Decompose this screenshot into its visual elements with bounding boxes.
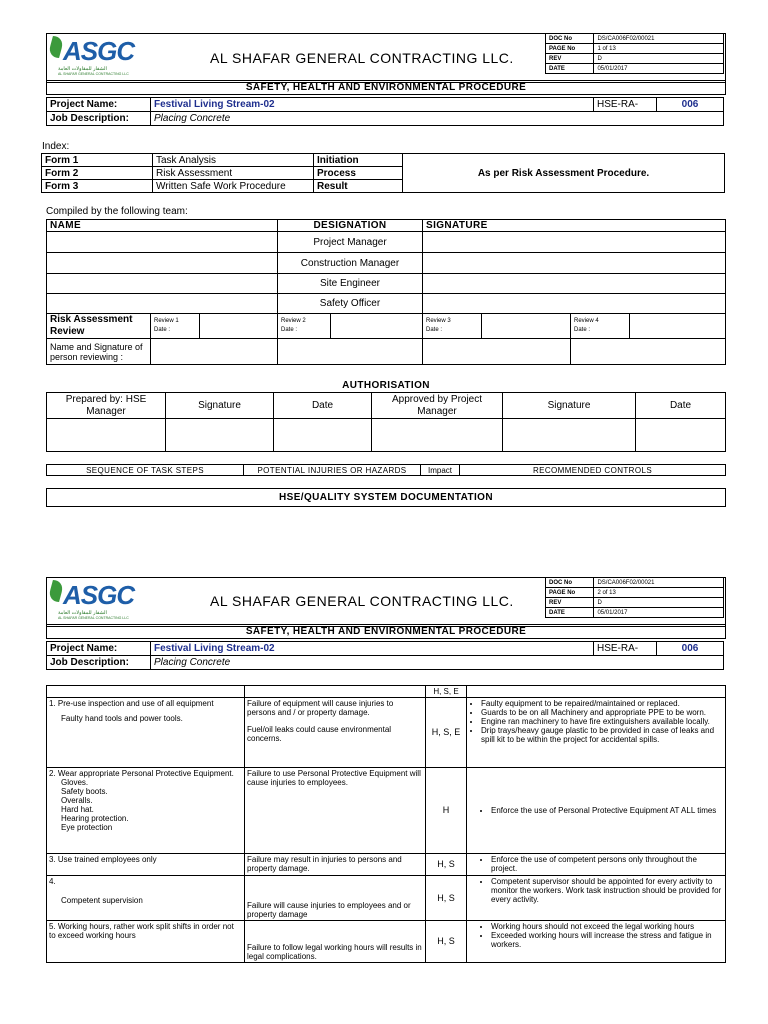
signature-label: Signature	[503, 393, 636, 419]
controls-list	[469, 806, 723, 815]
job-description-label: Job Description:	[47, 656, 151, 670]
risk-review-label: Risk Assessment Review	[47, 314, 151, 339]
company-logo	[50, 36, 150, 78]
meta-key: PAGE No	[546, 44, 594, 54]
date-label: Date :	[574, 327, 591, 333]
review-1	[151, 314, 200, 339]
meta-key: REV	[546, 54, 594, 64]
form-stage: Process	[314, 167, 403, 180]
designation-cell: Safety Officer	[278, 294, 423, 314]
step-text: Competent supervision	[61, 896, 143, 905]
signature-field[interactable]	[423, 253, 726, 274]
impact-header: Impact	[421, 465, 460, 476]
meta-key: DATE	[546, 64, 594, 74]
meta-key: DATE	[546, 608, 594, 618]
signature-header: SIGNATURE	[423, 220, 726, 232]
date-label: Date :	[154, 327, 171, 333]
review-3	[423, 314, 482, 339]
table-row	[47, 854, 726, 876]
project-name-label: Project Name:	[47, 642, 151, 656]
step-text: 3. Use trained employees only	[47, 854, 245, 876]
controls-list	[469, 877, 723, 904]
list-item: • Working hours should not exceed the legal working hours	[491, 922, 723, 931]
impact-cell: H, S	[426, 876, 467, 921]
step-item: Gloves.	[61, 778, 89, 787]
designation-cell: Project Manager	[278, 232, 423, 253]
step-text: 5. Working hours, rather work split shifts in order not to exceed working hours	[47, 921, 245, 963]
step-text: 4.	[49, 877, 56, 886]
approved-by-field[interactable]	[372, 419, 503, 452]
company-name: AL SHAFAR GENERAL CONTRACTING LLC.	[210, 593, 514, 609]
meta-key: DOC No	[546, 578, 594, 588]
designation-cell: Construction Manager	[278, 253, 423, 274]
job-description-value: Placing Concrete	[151, 656, 724, 670]
form-name: Risk Assessment	[153, 167, 314, 180]
step-text: 2. Wear appropriate Personal Protective Equipment.	[49, 769, 234, 778]
meta-value: D	[594, 54, 724, 64]
review-signature-field[interactable]	[571, 339, 726, 365]
review-4	[571, 314, 630, 339]
prepared-by-field[interactable]	[47, 419, 166, 452]
table-row	[47, 876, 726, 921]
meta-key: PAGE No	[546, 588, 594, 598]
hazard-text: Failure will cause injuries to employees and or property damage	[245, 876, 426, 921]
index-table	[41, 153, 725, 193]
meta-key: DOC No	[546, 34, 594, 44]
table-row	[47, 768, 726, 854]
team-label: Compiled by the following team:	[46, 206, 188, 217]
step-item: Hard hat.	[61, 805, 94, 814]
procedure-title: SAFETY, HEALTH AND ENVIRONMENTAL PROCEDURE	[46, 80, 726, 95]
list-item: • Guards to be on all Machinery and appropriate PPE to be worn.	[481, 708, 723, 717]
project-name-value: Festival Living Stream-02	[151, 642, 594, 656]
list-item: • Competent supervisor should be appointed for every activity to monitor the workers. Work task instruction should be provided for every activity.	[491, 877, 723, 904]
impact-cell: H, S	[426, 921, 467, 963]
date-field[interactable]	[636, 419, 726, 452]
meta-value: 2 of 13	[594, 588, 724, 598]
date-label: Date :	[281, 327, 298, 333]
name-signature-label: Name and Signature of person reviewing :	[47, 339, 151, 365]
meta-value: 1 of 13	[594, 44, 724, 54]
form-name: Task Analysis	[153, 154, 314, 167]
list-item: • Engine ran machinery to have fire extinguishers available locally.	[481, 717, 723, 726]
authorisation-title: AUTHORISATION	[342, 380, 430, 391]
hazards-header: POTENTIAL INJURIES OR HAZARDS	[244, 465, 421, 476]
job-description-label: Job Description:	[47, 112, 151, 126]
step-item: Overalls.	[61, 796, 93, 805]
signature-field[interactable]	[423, 232, 726, 253]
logo-subtitle: AL SHAFAR GENERAL CONTRACTING LLC	[58, 72, 129, 76]
review-signature-field[interactable]	[278, 339, 423, 365]
logo-subtitle: AL SHAFAR GENERAL CONTRACTING LLC	[58, 616, 129, 620]
meta-value: D	[594, 598, 724, 608]
impact-cell: H	[426, 768, 467, 854]
table-row	[47, 921, 726, 963]
form-stage: Initiation	[314, 154, 403, 167]
signature-field[interactable]	[423, 274, 726, 294]
list-item: • Drip trays/heavy gauge plastic to be provided in case of leaks and spill kit to be within the project for accidental spills.	[481, 726, 723, 744]
signature-field[interactable]	[166, 419, 274, 452]
date-label: Date :	[426, 327, 443, 333]
form-cell: Form 3	[42, 180, 153, 193]
project-name-label: Project Name:	[47, 98, 151, 112]
review-signature-field[interactable]	[151, 339, 278, 365]
meta-value: 05/01/2017	[594, 64, 724, 74]
steps-header: SEQUENCE OF TASK STEPS	[47, 465, 244, 476]
column-header-table	[46, 464, 726, 476]
list-item: • Enforce the use of competent persons only throughout the project.	[491, 855, 723, 873]
system-doc-footer: HSE/QUALITY SYSTEM DOCUMENTATION	[46, 488, 726, 507]
form-cell: Form 1	[42, 154, 153, 167]
signature-field[interactable]	[423, 294, 726, 314]
review-2	[278, 314, 331, 339]
review-signature-field[interactable]	[423, 339, 571, 365]
controls-header: RECOMMENDED CONTROLS	[460, 465, 726, 476]
form-cell: Form 2	[42, 167, 153, 180]
logo-mark: ASGC	[63, 580, 135, 610]
page-2	[0, 574, 768, 1024]
hse-ra-value: 006	[657, 98, 724, 112]
job-description-value: Placing Concrete	[151, 112, 724, 126]
controls-list	[469, 699, 723, 744]
designation-cell: Site Engineer	[278, 274, 423, 294]
hazard-text: Failure to use Personal Protective Equipment will cause injuries to employees.	[245, 768, 426, 854]
controls-list	[469, 855, 723, 873]
designation-header: DESIGNATION	[278, 220, 423, 232]
hse-ra-value: 006	[657, 642, 724, 656]
step-item: Eye protection	[61, 823, 113, 832]
date-label: Date	[274, 393, 372, 419]
team-table	[46, 219, 726, 365]
step-item: Safety boots.	[61, 787, 108, 796]
signature-field[interactable]	[503, 419, 636, 452]
authorisation-table	[46, 392, 726, 452]
name-header: NAME	[47, 220, 278, 232]
form-name: Written Safe Work Procedure	[153, 180, 314, 193]
step-item: Hearing protection.	[61, 814, 129, 823]
meta-value: DS/CA006F02/00021	[594, 578, 724, 588]
hazard-text: Failure may result in injuries to persons and property damage.	[245, 854, 426, 876]
review-label: Review 4	[574, 318, 599, 324]
hse-ra-label: HSE-RA-	[594, 642, 657, 656]
hazard-text: Fuel/oil leaks could cause environmental concerns.	[247, 725, 392, 743]
index-label: Index:	[42, 141, 70, 152]
hazard-text: Failure to follow legal working hours will results in legal complications.	[245, 921, 426, 963]
impact-header: H, S, E	[426, 686, 467, 698]
index-note: As per Risk Assessment Procedure.	[403, 154, 725, 193]
impact-cell: H, S	[426, 854, 467, 876]
doc-meta-table	[545, 33, 724, 74]
company-name: AL SHAFAR GENERAL CONTRACTING LLC.	[210, 50, 514, 66]
date-field[interactable]	[274, 419, 372, 452]
list-item: • Faulty equipment to be repaired/maintained or replaced.	[481, 699, 723, 708]
review-label: Review 1	[154, 318, 179, 324]
logo-mark: ASGC	[63, 36, 135, 66]
table-row	[47, 698, 726, 768]
procedure-title: SAFETY, HEALTH AND ENVIRONMENTAL PROCEDURE	[46, 624, 726, 639]
logo-arabic: الشفار للمقاولات العامة	[58, 610, 107, 616]
logo-arabic: الشفار للمقاولات العامة	[58, 66, 107, 72]
approved-by-label: Approved by Project Manager	[372, 393, 503, 419]
signature-label: Signature	[166, 393, 274, 419]
project-table	[46, 97, 724, 126]
project-table	[46, 641, 724, 670]
step-text: 1. Pre-use inspection and use of all equipment	[49, 699, 214, 708]
list-item: • Enforce the use of Personal Protective Equipment AT ALL times	[491, 806, 723, 815]
review-label: Review 3	[426, 318, 451, 324]
review-label: Review 2	[281, 318, 306, 324]
list-item: • Exceeded working hours will increase the stress and fatigue in workers.	[491, 931, 723, 949]
step-text: Faulty hand tools and power tools.	[61, 714, 183, 723]
company-logo	[50, 580, 150, 622]
form-stage: Result	[314, 180, 403, 193]
doc-meta-table	[545, 577, 724, 618]
meta-key: REV	[546, 598, 594, 608]
controls-list	[469, 922, 723, 949]
date-label: Date	[636, 393, 726, 419]
prepared-by-label: Prepared by: HSE Manager	[47, 393, 166, 419]
meta-value: 05/01/2017	[594, 608, 724, 618]
impact-cell: H, S, E	[426, 698, 467, 768]
hazard-text: Failure of equipment will cause injuries to persons and / or property damage.	[247, 699, 394, 717]
project-name-value: Festival Living Stream-02	[151, 98, 594, 112]
meta-value: DS/CA006F02/00021	[594, 34, 724, 44]
hse-ra-label: HSE-RA-	[594, 98, 657, 112]
risk-table	[46, 685, 726, 963]
